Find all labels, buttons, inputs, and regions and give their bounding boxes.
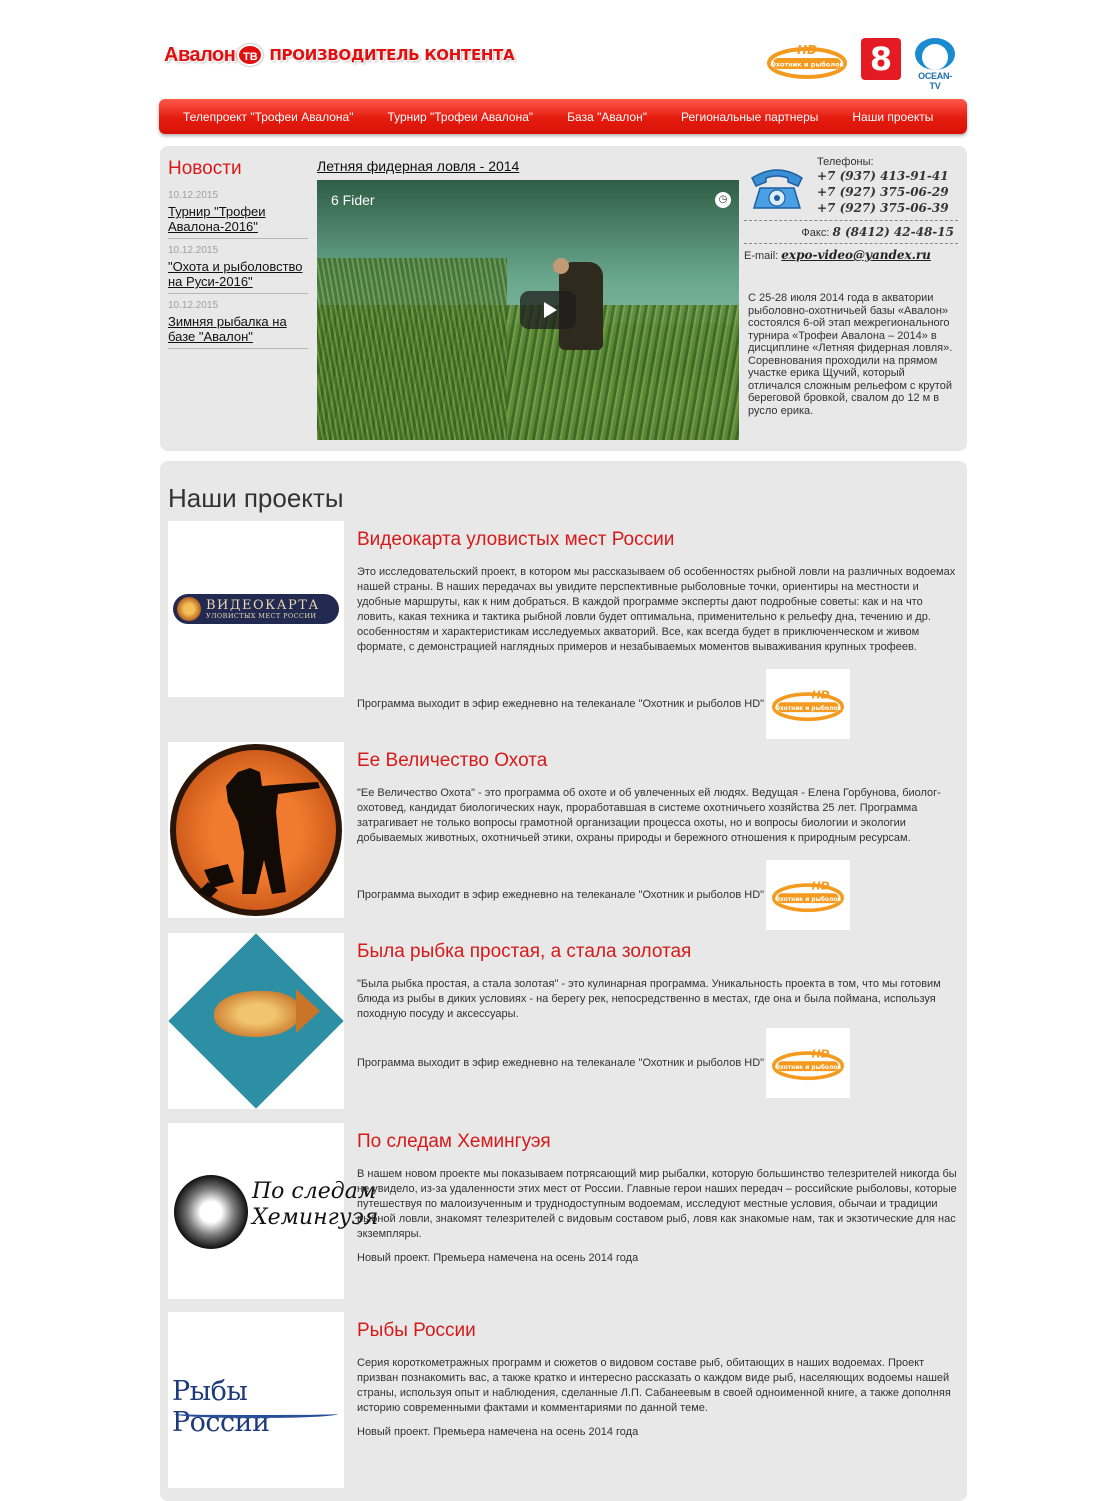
video-title-link[interactable]: Летняя фидерная ловля - 2014	[317, 158, 520, 174]
golden-fish-icon	[214, 991, 300, 1037]
channel-hd-big: HD	[796, 43, 818, 57]
video-player[interactable]	[317, 180, 739, 440]
channel-hd-icon	[770, 877, 846, 913]
channel-8-logo[interactable]: 8	[861, 38, 901, 80]
fax-number: 8 (8412) 42-48-15	[832, 225, 954, 239]
logo-brand: Авалон	[164, 43, 236, 66]
news-block	[168, 158, 308, 355]
logo-tv-badge: ТВ	[237, 44, 263, 66]
main-nav	[159, 99, 967, 134]
email-label: E-mail:	[744, 250, 779, 262]
phone-number: +7 (927) 375-06-29	[817, 185, 949, 199]
project-air-info	[357, 669, 957, 739]
project-title[interactable]: По следам Хемингуэя	[357, 1131, 551, 1152]
projects-panel	[160, 461, 967, 1501]
project-logo-videokarta[interactable]	[168, 521, 344, 697]
email-link[interactable]: expo-video@yandex.ru	[781, 248, 931, 262]
email-row	[744, 248, 958, 262]
phone-number: +7 (927) 375-06-39	[817, 201, 949, 215]
news-link[interactable]: Зимняя рыбалка на базе "Авалон"	[168, 314, 287, 344]
channel-hd-small: Охотник и рыболов	[775, 896, 842, 903]
nav-item-projects[interactable]: Наши проекты	[852, 109, 934, 124]
hunter-silhouette-icon	[168, 742, 344, 918]
nav-item-partners[interactable]: Региональные партнеры	[680, 109, 819, 124]
channel-hd-small: Охотник и рыболов	[770, 60, 844, 69]
video-frame-head	[553, 258, 569, 274]
project-air-text: Программа выходит в эфир ежедневно на телеканале "Охотник и рыболов HD"	[357, 1057, 765, 1069]
phones-block	[817, 156, 958, 216]
project-body	[357, 1123, 957, 1264]
news-link[interactable]: "Охота и рыболовство на Руси-2016"	[168, 259, 303, 289]
site-logo[interactable]	[164, 40, 514, 70]
logo-slogan: ПРОИЗВОДИТЕЛЬ КОНТЕНТА	[269, 46, 515, 64]
news-date: 10.12.2015	[168, 300, 219, 311]
nav-item-tournament[interactable]: Турнир "Трофеи Авалона"	[387, 109, 534, 124]
news-date: 10.12.2015	[168, 245, 219, 256]
project-body	[357, 742, 957, 930]
video-label: 6 Fider	[331, 192, 375, 208]
project-description: "Ее Величество Охота" - это программа об охоте и об увлеченных ей людях. Ведущая - Елена Горбунова, биолог-охотовед, кандидат биологических наук, проработавшая в системе охотничьего хозяйства 25 лет. Программа затрагивает не только вопросы грамотной организации процесса охоты, но и вопросы биологии и экологии добываемых животных, охотничьей этики, охраны природы и бережного отношения к природным ресурсам.	[357, 787, 941, 844]
fax-row	[744, 220, 958, 244]
project-premiere-note: Новый проект. Премьера намечена на осень 2014 года	[357, 1252, 639, 1264]
channel-hd-icon	[765, 40, 849, 80]
project-air-info	[357, 1028, 957, 1098]
channel-hd-small: Охотник и рыболов	[775, 1064, 842, 1071]
contacts-block	[744, 156, 958, 417]
channel-hd-icon	[770, 686, 846, 722]
project-title[interactable]: Ее Величество Охота	[357, 750, 548, 771]
channel-hd-badge[interactable]	[766, 860, 850, 930]
news-link[interactable]: Турнир "Трофеи Авалона-2016"	[168, 204, 266, 234]
channel-hd-small: Охотник и рыболов	[775, 705, 842, 712]
telephone-icon	[748, 164, 806, 210]
play-button[interactable]	[520, 291, 576, 329]
channel-hd-big: HD	[811, 879, 830, 893]
news-title: Новости	[168, 158, 242, 179]
project-logo-rybka[interactable]	[168, 933, 344, 1109]
channel-hd-badge[interactable]	[766, 1028, 850, 1098]
news-date: 10.12.2015	[168, 190, 219, 201]
project-body	[357, 933, 957, 1098]
project-description: "Была рыбка простая, а стала золотая" - это кулинарная программа. Уникальность проекта в том, что мы готовим блюда из рыбы в диких условиях - на берегу рек, непосредственно в местах, где она и была поймана, используя походную посуду и аксессуары.	[357, 978, 941, 1020]
hemingway-logo-line: Хемингуэя	[252, 1205, 379, 1230]
project-title[interactable]: Была рыбка простая, а стала золотая	[357, 941, 692, 962]
project-logo-okhota[interactable]	[168, 742, 344, 918]
news-item	[168, 245, 308, 294]
channel-ocean-logo[interactable]	[913, 38, 957, 91]
channel-hd-logo[interactable]	[765, 40, 849, 80]
project-description: В нашем новом проекте мы показываем потрясающий мир рыбалки, которую большинство телезрителей никогда бы не увидело, из-за удаленности этих мест от России. Главные герои наших передач – российские рыболовы, которые путешествуя по малоизученным и труднодоступным водоемам, исследуют местные условия, обычаи и традиции рыбной ловли, знакомят телезрителей с видовым составом рыб, ловя как знакомые нам, так и экзотические для нас экземпляры.	[357, 1168, 957, 1240]
projects-title: Наши проекты	[168, 483, 344, 513]
channel-hd-badge[interactable]	[766, 669, 850, 739]
video-description: С 25-28 июля 2014 года в акватории рыболовно-охотничьей базы «Авалон» состоялся 6-ой этап межрегионального турнира «Трофеи Авалона – 2014» в дисциплине «Летняя фидерная ловля». Соревнования проходили на прямом участке ерика Щучий, который отличался сложным рельефом с крутой береговой бровкой, свалом до 12 м в русло ерика.	[748, 292, 953, 417]
ocean-label: OCEAN-TV	[918, 71, 952, 91]
news-item	[168, 300, 308, 349]
project-air-text: Программа выходит в эфир ежедневно на телеканале "Охотник и рыболов HD"	[357, 889, 765, 901]
top-panel	[160, 146, 967, 451]
ocean-wave-icon	[915, 38, 955, 70]
channel-hd-big: HD	[811, 688, 830, 702]
hemingway-logo-line: По следам	[252, 1179, 377, 1204]
video-frame-grass	[317, 258, 507, 440]
fish-tail-shape	[296, 989, 320, 1033]
fax-label: Факс:	[801, 227, 830, 239]
channel-hd-icon	[770, 1045, 846, 1081]
nav-item-base[interactable]: База "Авалон"	[567, 109, 647, 124]
project-air-info	[357, 860, 957, 930]
hemingway-portrait-icon	[174, 1175, 248, 1249]
project-air-text: Программа выходит в эфир ежедневно на телеканале "Охотник и рыболов HD"	[357, 698, 765, 710]
news-item	[168, 190, 308, 239]
watch-later-icon[interactable]: ◷	[715, 192, 731, 208]
channel-hd-big: HD	[811, 1047, 830, 1061]
project-title[interactable]: Рыбы России	[357, 1320, 476, 1341]
project-logo-ryby-rossii[interactable]	[168, 1312, 344, 1488]
project-body	[357, 1312, 957, 1438]
sun-compass-icon	[177, 597, 201, 621]
videokarta-logo-main: ВИДЕОКАРТА	[206, 597, 320, 613]
wave-icon	[174, 1410, 338, 1418]
project-description: Это исследовательский проект, в котором мы рассказываем об особенностях рыбной ловли на различных водоемах нашей страны. В наших передачах вы увидите перспективные рыболовные точки, ориентиры на местности и удобные маршруты, как к ним добраться. В каждой программе эксперты дают подробные советы: как и на что ловить, какая техника и тактика рыбной ловли будет оптимальна, применительно к рельефу дна, течению и др. особенностям и характеристикам исследуемых акваторий. Все, как всегда будет в приключенческом и живом формате, с демонстрацией наглядных примеров и незабываемых моментов вываживания крупных трофеев.	[357, 566, 956, 653]
header	[160, 30, 968, 90]
project-body	[357, 521, 957, 739]
videokarta-logo	[173, 594, 339, 624]
phones-label: Телефоны:	[817, 156, 874, 168]
phone-number: +7 (937) 413-91-41	[817, 169, 949, 183]
ryby-rossii-logo-text: Рыбы России	[172, 1376, 270, 1438]
videokarta-logo-sub: УЛОВИСТЫХ МЕСТ РОССИИ	[206, 611, 317, 620]
nav-item-teleproject[interactable]: Телепроект "Трофеи Авалона"	[183, 109, 354, 124]
project-description: Серия короткометражных программ и сюжетов о видовом составе рыб, обитающих в наших водоемах. Проект призван познакомить вас, а также кратко и интересно рассказать о каждом виде рыб, населяющих водоемы нашей страны, используя опыт и наблюдения, сделанные Л.П. Сабанеевым в своей одноименной книге, а также дополняя историю современными фактами и комментариями по данной теме.	[357, 1357, 951, 1414]
project-title[interactable]: Видеокарта уловистых мест России	[357, 529, 675, 550]
project-premiere-note: Новый проект. Премьера намечена на осень 2014 года	[357, 1426, 639, 1438]
project-logo-hemingway[interactable]	[168, 1123, 379, 1299]
